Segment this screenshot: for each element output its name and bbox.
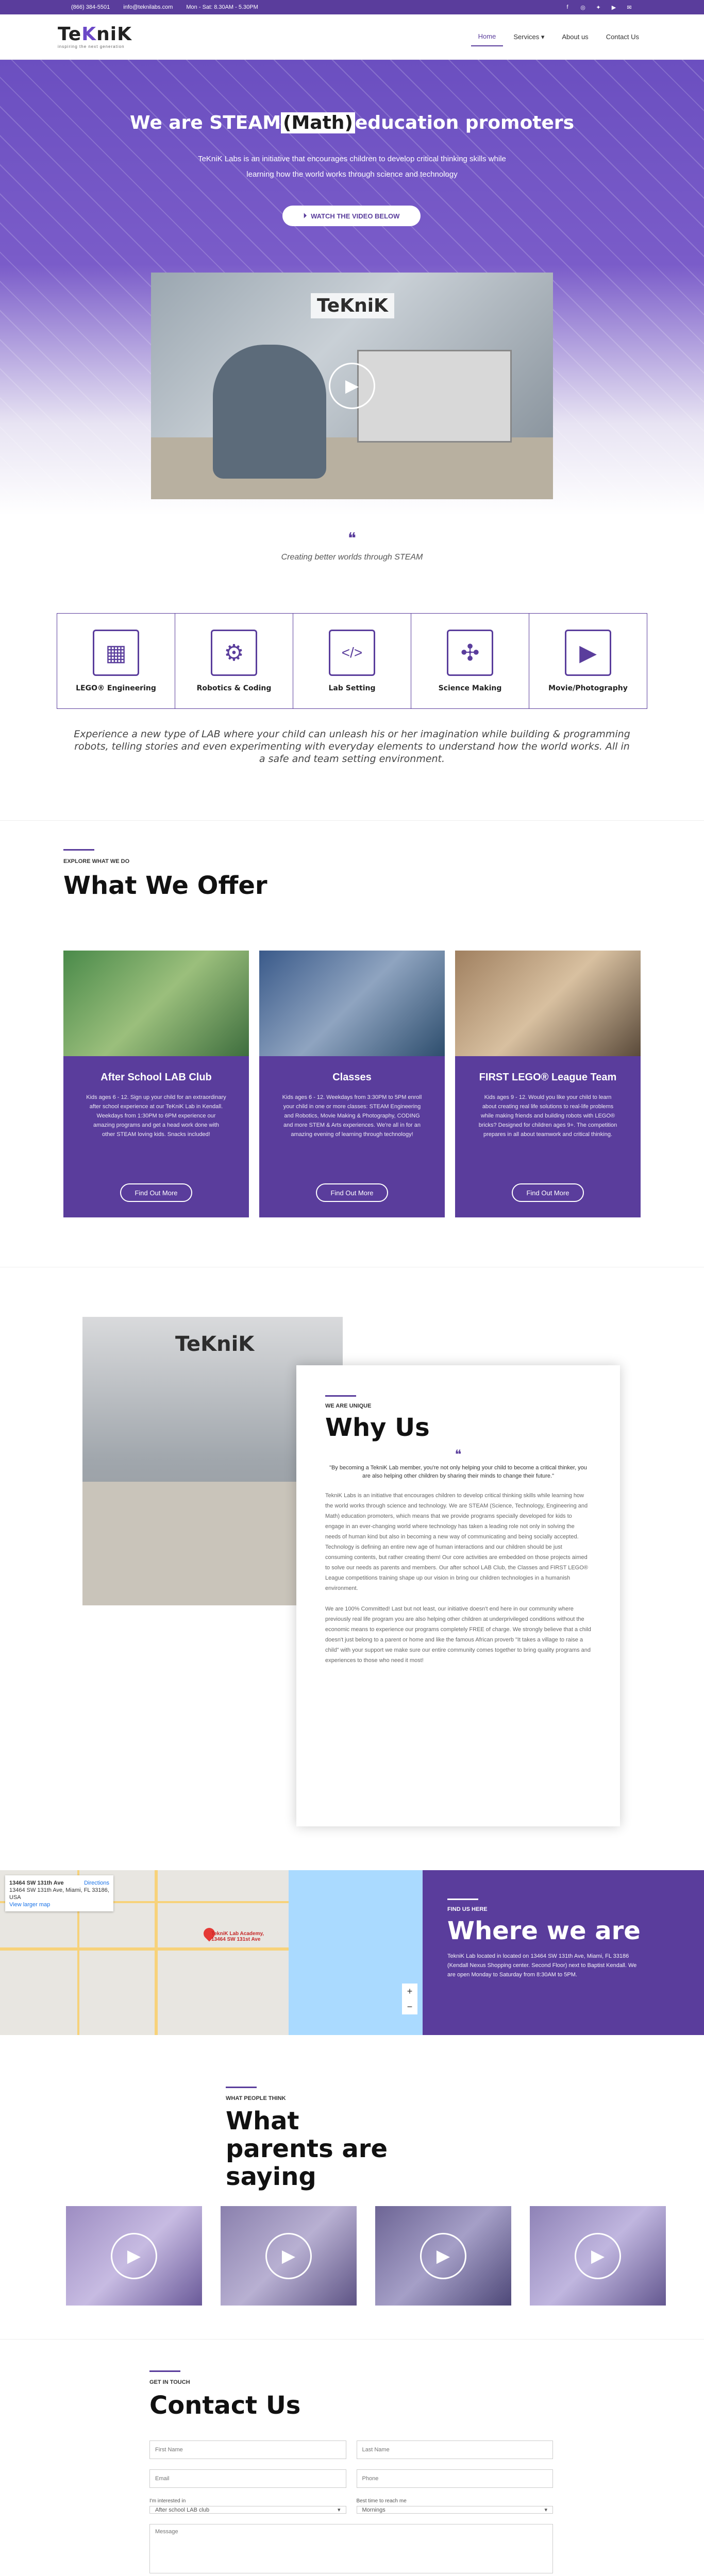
section-divider [149,2370,180,2372]
feature-lab [293,614,411,708]
why-box [296,1365,620,1826]
twitter-icon[interactable]: ✦ [596,4,601,11]
offer-section [0,820,704,1267]
zoom-in-icon[interactable]: + [407,1986,413,1996]
contact-title: Contact Us [149,2391,301,2420]
section-divider [325,1395,356,1397]
nav-home[interactable]: Home [471,27,504,46]
molecule-icon: ✣ [447,630,493,676]
map-zoom-control [402,1984,417,2014]
section-divider [226,2087,257,2088]
hero-video[interactable] [151,273,553,499]
time-label: Best time to reach me [356,2498,407,2504]
directions-link[interactable]: Directions [84,1880,109,1886]
features-strip [57,613,647,709]
nav-services[interactable] [506,28,551,46]
where-title: Where we are [447,1917,641,1945]
where-info [447,1870,643,1979]
nav-contact[interactable]: Contact Us [606,33,639,41]
photo-logo: TeKniK [175,1332,255,1356]
feature-label: Science Making [438,684,502,692]
intro-text: Experience a new type of LAB where your child can unleash his or her imagination while building & programming robots, telling stories and even experimenting with everyday elements to understand how the world works. All in a safe and team setting environment. [74,728,630,765]
logo-text-a: Te [58,23,82,45]
time-group [357,2498,554,2514]
offer-card [63,951,249,1217]
card-image [63,951,249,1056]
feature-science [411,614,529,708]
why-lead: "By becoming a TekniK Lab member, you're not only helping your child to become a critical thinker, you are also helping other children by sharing their minds to change their future." [329,1465,587,1479]
video-logo: TeKniK [311,293,394,318]
email-icon[interactable]: ✉ [627,4,632,11]
email-field[interactable] [149,2469,346,2488]
youtube-icon[interactable]: ▶ [611,4,616,11]
testimonial-videos [66,2206,666,2306]
card-text: Kids ages 6 - 12. Weekdays from 3:30PM to 5PM enroll your child in one or more classes: STEAM Engineering and Robotics, Movie Making & Photography, CODING and more STEM & Arts experiences. We're all in for an amazing evening of learning through technology! [282,1094,422,1138]
where-text: TekniK Lab located in located on 13464 SW 131th Ave, Miami, FL 33186 (Kendall Nexus Shopping center. Second Floor) next to Baptist Kendall. We are open Monday to Saturday from 8:30AM to 5PM. [447,1953,637,1978]
motto-section [0,515,704,613]
offer-card [455,951,641,1217]
offer-title: What We Offer [63,871,267,900]
why-paragraph: We are 100% Committed! Last but not least, our initiative doesn't end here in our community where previously real life program you are also helping other children at underprivileged conditions without the economic means to experience our programs completely FREE of charge. We strongly believe that a child doesn't just belong to a parent or home and like the famous African proverb "It takes a village to raise a child" with your support we make sure our entire community comes together to bring quality programs and experiences to those who need it most! [325,1606,591,1664]
contact-section [0,2339,704,2576]
play-icon[interactable]: ▶ [111,2233,157,2279]
zoom-out-icon[interactable]: − [407,2001,413,2012]
find-out-more-button[interactable]: Find Out More [316,1183,388,1202]
map[interactable] [0,1870,423,2035]
card-title: FIRST LEGO® League Team [479,1072,617,1083]
map-card-address: 13464 SW 131th Ave, Miami, FL 33186, USA [9,1887,109,1901]
motto-text: Creating better worlds through STEAM [281,553,423,562]
play-icon[interactable]: ▶ [575,2233,621,2279]
card-image [259,951,445,1056]
parents-title: What parents are saying [226,2107,388,2191]
interest-select[interactable] [149,2506,346,2514]
contact-eyebrow: GET IN TOUCH [149,2379,190,2385]
main-nav [471,27,646,46]
testimonial-video[interactable] [66,2206,202,2306]
hero [0,60,704,515]
section-divider [447,1899,478,1900]
chevron-down-icon: ▾ [541,32,545,41]
quote-icon: ❝ [455,1447,462,1462]
map-pin-label: TekniK Lab Academy, 13464 SW 131st Ave [211,1931,264,1942]
feature-label: Robotics & Coding [196,684,272,692]
feature-lego [57,614,175,708]
feature-robotics [175,614,293,708]
instagram-icon[interactable]: ◎ [580,4,585,11]
logo-tagline: inspiring the next generation [58,44,125,49]
robot-arm-icon: ⚙ [211,630,257,676]
video-child [213,345,326,479]
why-title: Why Us [325,1413,430,1442]
play-icon[interactable]: ▶ [265,2233,312,2279]
contact-form [149,2441,553,2576]
card-image [455,951,641,1056]
testimonial-video[interactable] [221,2206,357,2306]
map-road [155,1870,158,2035]
offer-eyebrow: EXPLORE WHAT WE DO [63,858,130,865]
time-value: Mornings [362,2506,385,2513]
play-icon[interactable]: ▶ [329,363,375,409]
header [0,14,704,60]
hero-title-a: We are STEAM [129,112,281,133]
logo-text-k: K [81,23,97,45]
facebook-icon[interactable]: f [566,4,568,10]
play-circle-icon: ⏵ [303,212,307,219]
video-desk [151,437,553,499]
where-section [0,1870,704,2035]
interest-group [149,2498,346,2514]
view-larger-map-link[interactable]: View larger map [9,1902,51,1908]
first-name-field[interactable] [149,2441,346,2459]
feature-movie [529,614,647,708]
logo-text-b: niK [96,23,132,45]
map-info-card [5,1875,113,1911]
chevron-down-icon: ▾ [544,2507,547,2513]
feature-label: LEGO® Engineering [76,684,156,692]
logo[interactable] [58,25,132,49]
testimonial-video[interactable] [530,2206,666,2306]
feature-label: Lab Setting [328,684,376,692]
parents-eyebrow: WHAT PEOPLE THINK [226,2095,286,2102]
why-eyebrow: WE ARE UNIQUE [325,1403,372,1409]
card-text: Kids ages 9 - 12. Would you like your child to learn about creating real life solutions to real-life problems while making friends and building robots with LEGO® bricks? Designed for children ages 9+. The competition prepares in all about teamwork and critical thinking. [478,1094,617,1138]
why-section [0,1267,704,1870]
map-card-title: 13464 SW 131th Ave [9,1880,64,1886]
interest-label: I'm interested in [149,2498,186,2504]
code-icon: </> [329,630,375,676]
feature-label: Movie/Photography [548,684,628,692]
nav-about[interactable]: About us [562,33,589,41]
parents-section [0,2087,704,2329]
play-icon[interactable]: ▶ [420,2233,466,2279]
offer-cards [63,951,641,1217]
where-eyebrow: FIND US HERE [447,1906,488,1912]
video-machine [357,350,512,443]
offer-card [259,951,445,1217]
message-field[interactable] [149,2524,553,2573]
phone-field[interactable] [357,2469,554,2488]
map-road [0,1947,289,1951]
interest-value: After school LAB club [155,2506,210,2513]
hero-text: TeKniK Labs is an initiative that encourages children to develop critical thinking skills while learning how the world works through science and technology [198,155,506,179]
find-out-more-button[interactable]: Find Out More [512,1183,584,1202]
chevron-down-icon: ▾ [337,2507,341,2513]
last-name-field[interactable] [357,2441,554,2459]
card-title: After School LAB Club [100,1072,212,1083]
quote-icon: ❝ [347,530,357,548]
clapperboard-icon: ▶ [565,630,611,676]
why-paragraph: TekniK Labs is an initiative that encourages children to develop critical thinking skills while learning how the world works through science and technology. We are STEAM (Science, Technology, Engineering and Math) education promoters, which means that we provide programs specially developed for kids to engage in an ever-changing world where technology has taken a leading role not only in solving the needs of human kind but also in becoming a new way of communicating and being socially accepted. Technology is defining an entire new age of human interactions and our children should be just consuming contents, but rather creating them! Our core activities are embedded on those projects aimed to solve our needs as parents and members. Our after school LAB Club, the Classes and FIRST LEGO® League competitions training shape up our vision in bring our children technologies in a humanish environment. [325,1493,588,1591]
top-phone[interactable]: (866) 384-5501 [71,4,110,10]
time-select[interactable] [357,2506,554,2514]
top-hours: Mon - Sat: 8.30AM - 5.30PM [186,4,258,10]
hero-title-highlight: (Math) [281,112,355,133]
lego-brick-icon: ▦ [93,630,139,676]
section-divider [63,849,94,851]
nav-services-label: Services [513,32,540,41]
top-bar [0,0,704,14]
testimonial-video[interactable] [375,2206,511,2306]
card-text: Kids ages 6 - 12. Sign up your child for an extraordinary after school experience at our TeKniK Lab in Kendall. Weekdays from 1:30PM to 6PM experience our amazing programs and get a head work done with other STEAM loving kids. Snacks included! [86,1094,226,1138]
hero-title [0,112,704,133]
card-title: Classes [332,1072,372,1083]
hero-title-b: education promoters [355,112,575,133]
find-out-more-button[interactable]: Find Out More [120,1183,192,1202]
watch-video-label: WATCH THE VIDEO BELOW [311,212,400,220]
top-email[interactable]: info@teknilabs.com [123,4,173,10]
watch-video-button[interactable] [282,206,421,226]
